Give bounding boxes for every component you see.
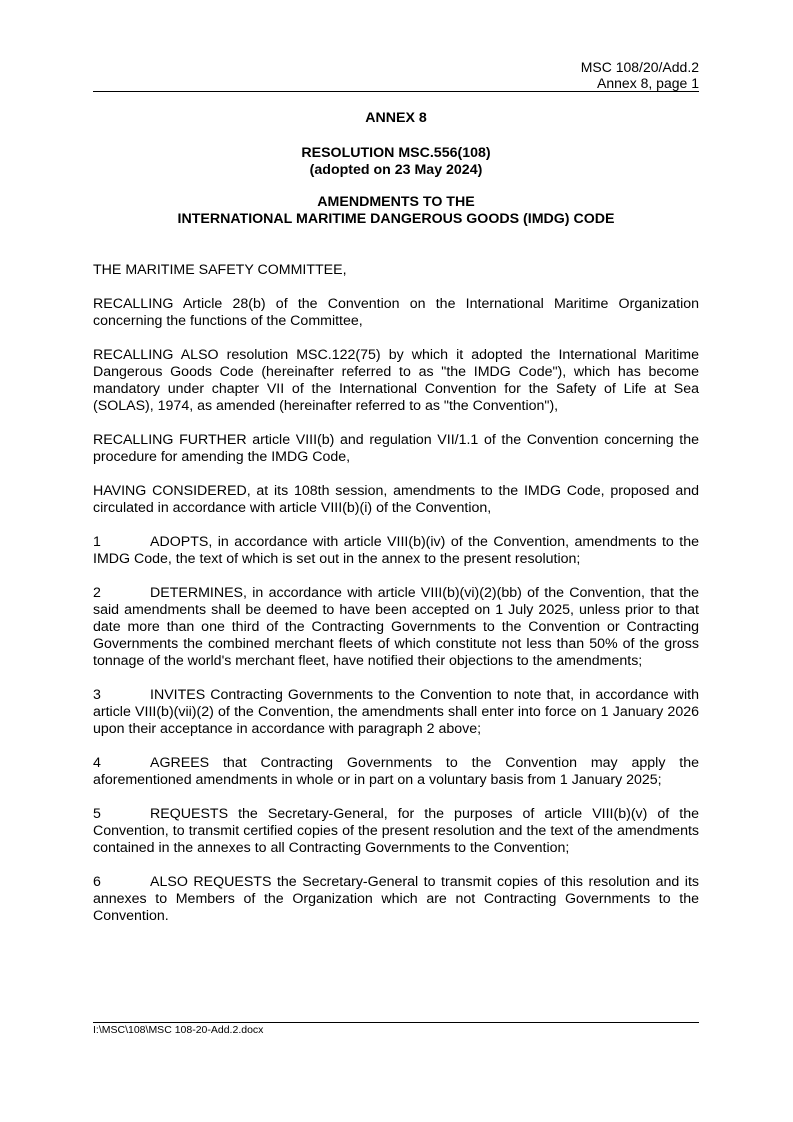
annex-title: ANNEX 8 [365, 110, 427, 126]
footer-divider [93, 1022, 699, 1023]
amendments-title-block [93, 194, 699, 228]
operative-paragraph [93, 806, 699, 857]
resolution-number: RESOLUTION MSC.556(108) [301, 145, 491, 161]
preamble-recalling-further: RECALLING FURTHER article VIII(b) and regulation VII/1.1 of the Convention concerning the procedure for amending the IMDG Code, [93, 432, 699, 465]
paragraph-number: 6 [93, 874, 101, 890]
paragraph-number: 3 [93, 687, 101, 703]
operative-paragraph [93, 687, 699, 738]
operative-paragraph [93, 755, 699, 789]
paragraph-text: REQUESTS the Secretary-General, for the purposes of article VIII(b)(v) of the Convention, to transmit certified copies of the present resolution and the text of the amendments contained in the annexes to all Contracting Governments to the Convention; [93, 806, 699, 856]
paragraph-text: ALSO REQUESTS the Secretary-General to transmit copies of this resolution and its annexes to Members of the Organization which are not Contracting Governments to the Convention. [93, 874, 699, 924]
resolution-body [93, 262, 699, 942]
operative-paragraph [93, 874, 699, 925]
paragraph-text: INVITES Contracting Governments to the Convention to note that, in accordance with article VIII(b)(vii)(2) of the Convention, the amendments shall enter into force on 1 January 2026 upon their acceptance in accordance with paragraph 2 above; [93, 687, 699, 737]
preamble-recalling: RECALLING Article 28(b) of the Convention on the International Maritime Organization concerning the functions of the Committee, [93, 296, 699, 329]
preamble-recalling-also: RECALLING ALSO resolution MSC.122(75) by which it adopted the International Maritime Dangerous Goods Code (hereinafter referred to as "the IMDG Code"), which has become mandatory under chapter VII of the International Convention for the Safety of Life at Sea (SOLAS), 1974, as amended (hereinafter referred to as "the Convention"), [93, 347, 699, 414]
paragraph-text: DETERMINES, in accordance with article VIII(b)(vi)(2)(bb) of the Convention, that the said amendments shall be deemed to have been accepted on 1 July 2025, unless prior to that date more than one third of the Contracting Governments to the Convention or Contracting Governments the combined merchant fleets of which constitute not less than 50% of the gross tonnage of the world's merchant fleet, have notified their objections to the amendments; [93, 585, 699, 669]
page-header [93, 59, 699, 91]
amendments-title-line-2: INTERNATIONAL MARITIME DANGEROUS GOODS (IMDG) CODE [177, 211, 615, 227]
document-reference: MSC 108/20/Add.2 [580, 59, 699, 75]
paragraph-text: AGREES that Contracting Governments to the Convention may apply the aforementioned amendments in whole or in part on a voluntary basis from 1 January 2025; [93, 755, 699, 788]
footer-file-path: I:\MSC\108\MSC 108-20-Add.2.docx [93, 1024, 264, 1036]
amendments-title-line-1: AMENDMENTS TO THE [317, 194, 475, 210]
paragraph-text: ADOPTS, in accordance with article VIII(b)(iv) of the Convention, amendments to the IMDG Code, the text of which is set out in the annex to the present resolution; [93, 534, 699, 567]
operative-paragraph [93, 534, 699, 568]
paragraph-number: 2 [93, 585, 101, 601]
committee-line: THE MARITIME SAFETY COMMITTEE, [93, 262, 347, 278]
resolution-title-block [93, 145, 699, 179]
paragraph-number: 4 [93, 755, 101, 771]
operative-paragraph [93, 585, 699, 670]
preamble-having-considered: HAVING CONSIDERED, at its 108th session, amendments to the IMDG Code, proposed and circulated in accordance with article VIII(b)(i) of the Convention, [93, 483, 699, 516]
paragraph-number: 1 [93, 534, 101, 550]
header-divider [93, 91, 699, 92]
page-reference: Annex 8, page 1 [597, 75, 699, 91]
paragraph-number: 5 [93, 806, 101, 822]
adoption-date: (adopted on 23 May 2024) [309, 162, 483, 178]
